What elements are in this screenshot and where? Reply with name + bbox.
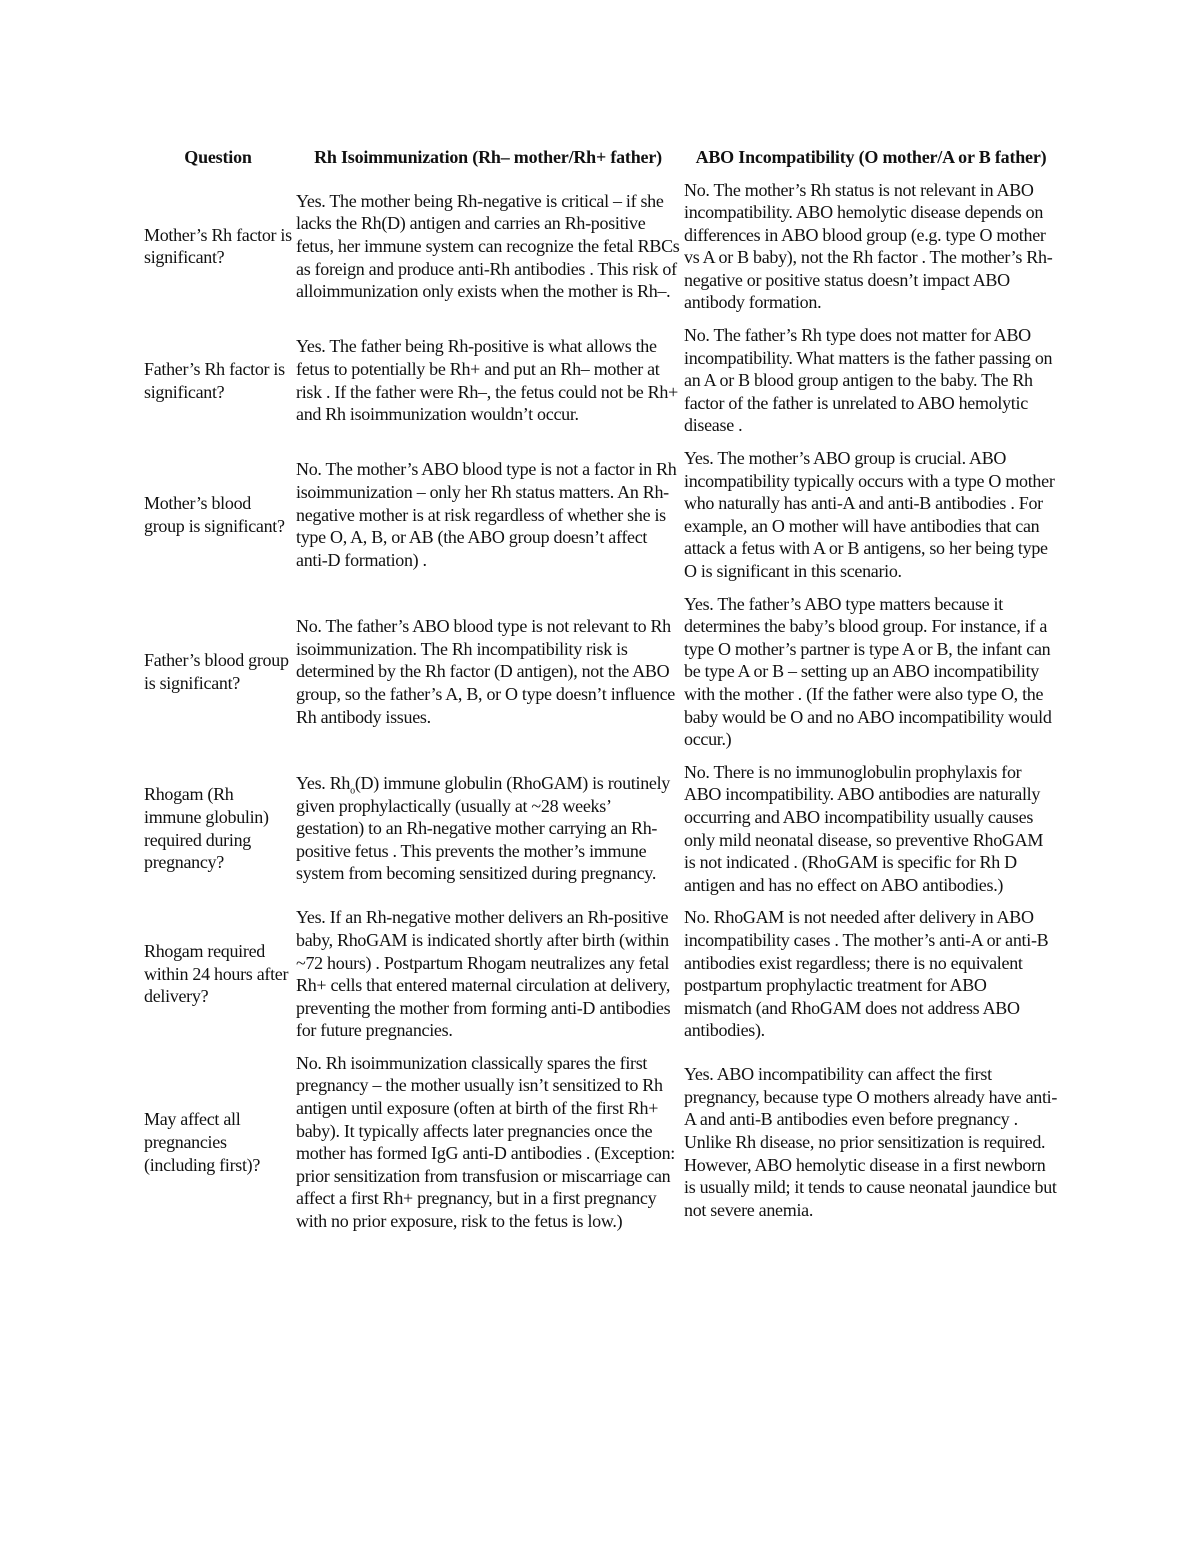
table-row [142,1048,1060,1239]
abo-cell: Yes. The father’s ABO type matters because it determines the baby’s blood group. For instance, if a type O mother’s partner is type A or B, the infant can be type A or B – setting up an ABO incompatibility with the mother . (If the father were also type O, the baby would be O and no ABO incompatibility would occur.) [684,593,1052,750]
table-row [142,175,1060,321]
header-rh-isoimmunization: Rh Isoimmunization (Rh– mother/Rh+ father) [314,147,662,167]
table-row [142,443,1060,589]
table-body [142,175,1060,1239]
table-header [142,144,1060,175]
rh-cell [294,757,682,903]
question-cell: May affect all pregnancies (including first)? [144,1109,261,1175]
abo-cell: No. The mother’s Rh status is not relevant in ABO incompatibility. ABO hemolytic disease depends on differences in ABO blood group (e.g. type O mother vs A or B baby), not the Rh factor . The mother’s Rh-negative or positive status doesn’t impact ABO antibody formation. [684,179,1053,313]
abo-cell: No. The father’s Rh type does not matter for ABO incompatibility. What matters is the father passing on an A or B blood group antigen to the baby. The Rh factor of the father is unrelated to ABO hemolytic disease . [684,325,1053,436]
header-question: Question [184,147,252,167]
table-row [142,320,1060,443]
abo-cell: No. There is no immunoglobulin prophylaxis for ABO incompatibility. ABO antibodies are naturally occurring and ABO incompatibility usually causes only mild neonatal disease, so preventive RhoGAM is not indicated . (RhoGAM is specific for Rh D antigen and has no effect on ABO antibodies.) [684,761,1044,895]
rh-cell: No. The father’s ABO blood type is not relevant to Rh isoimmunization. The Rh incompatibility risk is determined by the Rh factor (D antigen), not the ABO group, so the father’s A, B, or O type doesn’t influence Rh antibody issues. [296,616,675,727]
abo-cell: No. RhoGAM is not needed after delivery in ABO incompatibility cases . The mother’s anti-A or anti-B antibodies exist regardless; there is no equivalent postpartum prophylactic treatment for ABO mismatch (and RhoGAM does not address ABO antibodies). [684,907,1049,1041]
question-cell: Mother’s blood group is significant? [144,493,285,536]
rh-cell: No. Rh isoimmunization classically spares the first pregnancy – the mother usually isn’t sensitized to Rh antigen until exposure (often at birth of the first Rh+ baby). It typically affects later pregnancies once the mother has formed IgG anti-D antibodies . (Exception: prior sensitization from transfusion or miscarriage can affect a first Rh+ pregnancy, but in a first pregnancy with no prior exposure, risk to the fetus is low.) [296,1052,675,1232]
rh-cell: Yes. The mother being Rh-negative is critical – if she lacks the Rh(D) antigen and carries an Rh-positive fetus, her immune system can recognize the fetal RBCs as foreign and produce anti-Rh antibodies . This risk of alloimmunization only exists when the mother is Rh–. [296,190,680,302]
rh-cell: Yes. If an Rh-negative mother delivers an Rh-positive baby, RhoGAM is indicated shortly after birth (within ~72 hours) . Postpartum Rhogam neutralizes any fetal Rh+ cells that entered maternal circulation at delivery, preventing the mother from forming anti-D antibodies for future pregnancies. [296,907,671,1041]
header-abo-incompatibility: ABO Incompatibility (O mother/A or B father) [695,147,1047,167]
table-row [142,757,1060,903]
question-cell: Father’s blood group is significant? [144,650,289,693]
comparison-table [142,144,1060,1239]
rh-cell-subscript: o [350,785,355,797]
table-row [142,589,1060,757]
table-row [142,902,1060,1048]
question-cell: Mother’s Rh factor is significant? [144,224,292,268]
question-cell: Rhogam required within 24 hours after delivery? [144,941,289,1007]
question-cell: Father’s Rh factor is significant? [144,358,285,402]
rh-cell: Yes. The father being Rh-positive is what allows the fetus to potentially be Rh+ and put an Rh– mother at risk . If the father were Rh–, the fetus could not be Rh+ and Rh isoimmunization wouldn’t occur. [296,336,678,425]
question-cell: Rhogam (Rh immune globulin) required during pregnancy? [144,784,269,873]
abo-cell: Yes. ABO incompatibility can affect the first pregnancy, because type O mothers already have anti-A and anti-B antibodies even before pregnancy . Unlike Rh disease, no prior sensitization is required. However, ABO hemolytic disease in a first newborn is usually mild; it tends to cause neonatal jaundice but not severe anemia. [684,1064,1058,1220]
rh-cell-text: (D) immune globulin (RhoGAM) is routinely given prophylactically (usually at ~28 weeks’ gestation) to an Rh-negative mother carrying an Rh-positive fetus . This prevents the mother’s immune system from becoming sensitized during pregnancy. [296,773,670,884]
rh-cell: No. The mother’s ABO blood type is not a factor in Rh isoimmunization – only her Rh status matters. An Rh-negative mother is at risk regardless of whether she is type O, A, B, or AB (the ABO group doesn’t affect anti-D formation) . [296,459,677,570]
header-row [142,144,1060,175]
abo-cell: Yes. The mother’s ABO group is crucial. ABO incompatibility typically occurs with a type O mother who naturally has anti-A and anti-B antibodies . For example, an O mother will have antibodies that can attack a fetus with A or B antigens, so her being type O is significant in this scenario. [684,448,1055,581]
rh-cell-prefix: Yes. Rh [296,773,351,794]
